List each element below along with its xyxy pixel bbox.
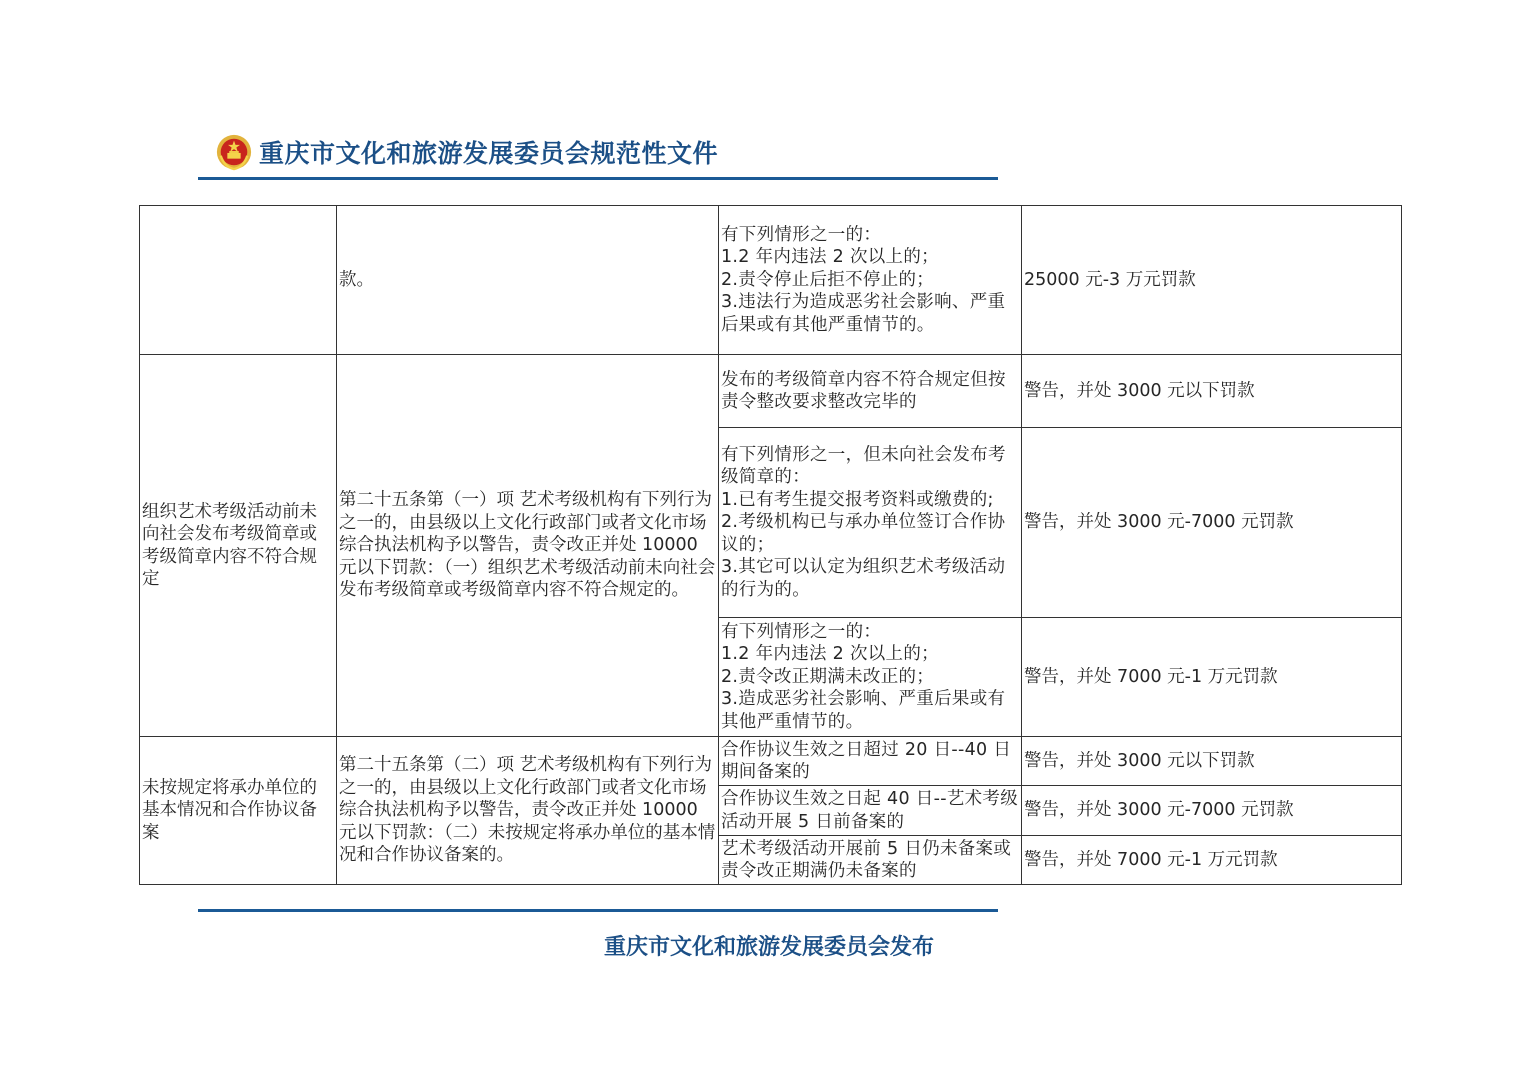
penalty-cell: 警告，并处 3000 元以下罚款 — [1022, 355, 1402, 428]
document-header-title: 重庆市文化和旅游发展委员会规范性文件 — [259, 139, 719, 168]
legal-basis-cell: 第二十五条第（一）项 艺术考级机构有下列行为之一的，由县级以上文化行政部门或者文化市场综合执法机构予以警告，责令改正并处 10000 元以下罚款：（一）组织艺术考级活动前未向社会发布考级简章或考级简章内容不符合规定的。 — [337, 355, 719, 737]
legal-basis-cell: 款。 — [337, 206, 719, 355]
penalty-cell: 25000 元-3 万元罚款 — [1022, 206, 1402, 355]
situation-cell: 合作协议生效之日起 40 日--艺术考级活动开展 5 日前备案的 — [719, 786, 1022, 836]
situation-cell: 有下列情形之一的： 1.2 年内违法 2 次以上的； 2.责令改正期满未改正的； 3.造成恶劣社会影响、严重后果或有其他严重情节的。 — [719, 618, 1022, 737]
situation-cell: 合作协议生效之日超过 20 日--40 日期间备案的 — [719, 737, 1022, 786]
penalty-cell: 警告，并处 3000 元-7000 元罚款 — [1022, 428, 1402, 618]
situation-cell: 有下列情形之一，但未向社会发布考级简章的： 1.已有考生提交报考资料或缴费的; 2.考级机构已与承办单位签订合作协议的； 3.其它可以认定为组织艺术考级活动的行为的。 — [719, 428, 1022, 618]
penalty-table — [139, 205, 1402, 885]
penalty-cell: 警告，并处 3000 元以下罚款 — [1022, 737, 1402, 786]
penalty-cell: 警告，并处 7000 元-1 万元罚款 — [1022, 836, 1402, 885]
legal-basis-cell: 第二十五条第（二）项 艺术考级机构有下列行为之一的，由县级以上文化行政部门或者文化市场综合执法机构予以警告，责令改正并处 10000 元以下罚款：（二）未按规定将承办单位的基本情况和合作协议备案的。 — [337, 737, 719, 885]
footer-divider — [198, 909, 998, 912]
table-row — [140, 206, 1402, 355]
publisher-footer: 重庆市文化和旅游发展委员会发布 — [604, 934, 935, 960]
table-row — [140, 737, 1402, 786]
national-emblem-icon — [215, 133, 253, 171]
violation-cell: 未按规定将承办单位的基本情况和合作协议备案 — [140, 737, 337, 885]
penalty-cell: 警告，并处 7000 元-1 万元罚款 — [1022, 618, 1402, 737]
situation-cell: 艺术考级活动开展前 5 日仍未备案或责令改正期满仍未备案的 — [719, 836, 1022, 885]
situation-cell: 有下列情形之一的： 1.2 年内违法 2 次以上的； 2.责令停止后拒不停止的； 3.违法行为造成恶劣社会影响、严重后果或有其他严重情节的。 — [719, 206, 1022, 355]
document-header — [215, 128, 718, 176]
header-divider — [198, 177, 998, 180]
situation-cell: 发布的考级简章内容不符合规定但按责令整改要求整改完毕的 — [719, 355, 1022, 428]
violation-cell: 组织艺术考级活动前未向社会发布考级简章或考级简章内容不符合规定 — [140, 355, 337, 737]
penalty-cell: 警告，并处 3000 元-7000 元罚款 — [1022, 786, 1402, 836]
table-row — [140, 355, 1402, 428]
violation-cell — [140, 206, 337, 355]
